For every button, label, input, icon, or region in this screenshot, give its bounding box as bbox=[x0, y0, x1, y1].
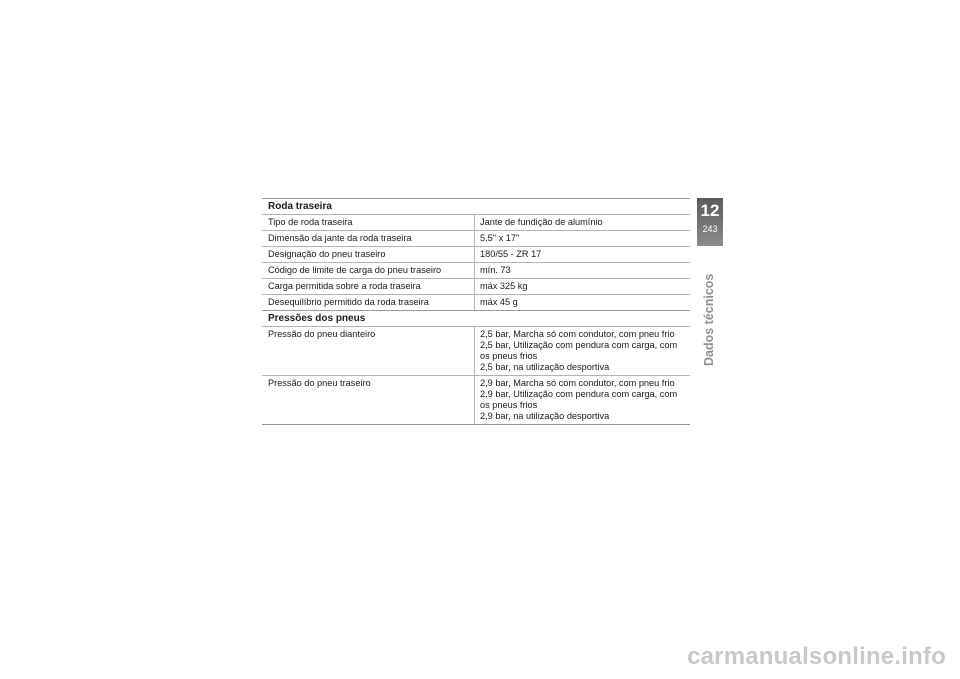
row-value bbox=[475, 279, 691, 295]
table-row bbox=[262, 295, 690, 311]
value-line: Jante de fundição de alumínio bbox=[480, 217, 603, 227]
row-value bbox=[475, 376, 691, 425]
technical-data-table bbox=[262, 198, 690, 425]
value-line: 2,9 bar, Marcha só com condutor, com pneu frio bbox=[480, 378, 675, 388]
row-value bbox=[475, 263, 691, 279]
value-line: 2,5 bar, Utilização com pendura com carga, com os pneus frios bbox=[480, 340, 678, 361]
row-label: Código de limite de carga do pneu traseiro bbox=[262, 263, 475, 279]
table-row bbox=[262, 263, 690, 279]
table-row bbox=[262, 215, 690, 231]
row-value bbox=[475, 231, 691, 247]
row-value bbox=[475, 215, 691, 231]
row-value bbox=[475, 327, 691, 376]
roda-traseira-table bbox=[262, 214, 690, 310]
chapter-label-text: Dados técnicos bbox=[702, 273, 716, 366]
row-value bbox=[475, 295, 691, 311]
row-label: Tipo de roda traseira bbox=[262, 215, 475, 231]
table-bottom-rule bbox=[262, 424, 690, 425]
row-label: Pressão do pneu traseiro bbox=[262, 376, 475, 425]
row-label: Desequilíbrio permitido da roda traseira bbox=[262, 295, 475, 311]
row-label: Pressão do pneu dianteiro bbox=[262, 327, 475, 376]
watermark: carmanualsonline.info bbox=[687, 643, 946, 670]
table-row bbox=[262, 247, 690, 263]
value-line: 5.5" x 17" bbox=[480, 233, 520, 243]
table-row bbox=[262, 327, 690, 376]
value-line: 2,5 bar, Marcha só com condutor, com pneu frio bbox=[480, 329, 675, 339]
value-line: mín. 73 bbox=[480, 265, 511, 275]
row-label: Dimensão da jante da roda traseira bbox=[262, 231, 475, 247]
row-label: Designação do pneu traseiro bbox=[262, 247, 475, 263]
chapter-number: 12 bbox=[700, 201, 720, 220]
table-row bbox=[262, 279, 690, 295]
row-label: Carga permitida sobre a roda traseira bbox=[262, 279, 475, 295]
value-line: máx 325 kg bbox=[480, 281, 528, 291]
section-title-pressoes-pneus: Pressões dos pneus bbox=[262, 310, 690, 326]
value-line: 2,9 bar, Utilização com pendura com carga, com os pneus frios bbox=[480, 389, 678, 410]
table-row bbox=[262, 231, 690, 247]
value-line: máx 45 g bbox=[480, 297, 518, 307]
page-number: 243 bbox=[702, 224, 718, 234]
section-title-roda-traseira: Roda traseira bbox=[262, 198, 690, 214]
pressoes-pneus-table bbox=[262, 326, 690, 424]
chapter-tab bbox=[697, 198, 723, 246]
value-line: 180/55 - ZR 17 bbox=[480, 249, 542, 259]
value-line: 2,9 bar, na utilização desportiva bbox=[480, 411, 610, 421]
value-line: 2,5 bar, na utilização desportiva bbox=[480, 362, 610, 372]
row-value bbox=[475, 247, 691, 263]
table-row bbox=[262, 376, 690, 425]
